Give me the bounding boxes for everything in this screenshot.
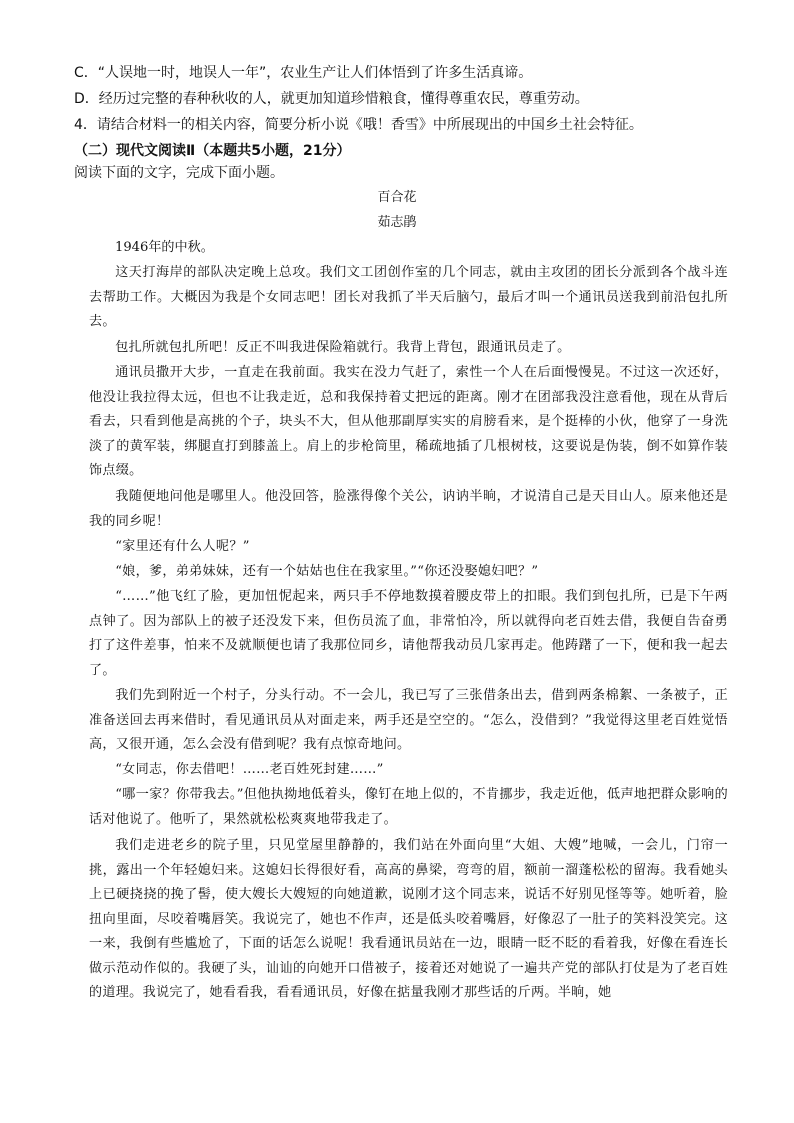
story-paragraph: 通讯员撒开大步，一直走在我前面。我实在没力气赶了，索性一个人在后面慢慢晃。不过这一次还好，他没让我拉得太远，但也不让我走近，总和我保持着丈把远的距离。刚才在团部我没注意看他，现在从背后看去，只看到他是高挑的个子，块头不大，但从他那副厚实实的肩膀看来，是个挺棒的小伙，他穿了一身洗淡了的黄军装，绑腿直打到膝盖上。肩上的步枪筒里，稀疏地插了几根树枝，这要说是伪装，倒不如算作装饰点缀。 [89, 365, 728, 478]
story-paragraph: “女同志，你去借吧！……老百姓死封建……” [115, 762, 384, 777]
story-paragraph: “哪一家？你带我去。”但他执拗地低着头，像钉在地上似的，不肯挪步，我走近他，低声地把群众影响的话对他说了。他听了，果然就松松爽爽地带我走了。 [89, 787, 728, 827]
option-d: D．经历过完整的春种秋收的人，就更加知道珍惜粮食，懂得尊重农民，尊重劳动。 [74, 91, 589, 107]
story-paragraph: “娘，爹，弟弟妹妹，还有一个姑姑也住在我家里。”“你还没娶媳妇吧？” [115, 564, 539, 579]
story-title: 百合花 [377, 190, 417, 205]
section-heading: （二）现代文阅读Ⅱ（本题共5小题，21分） [74, 143, 351, 159]
story-paragraph: 我们先到附近一个村子，分头行动。不一会儿，我已写了三张借条出去，借到两条棉絮、一条被子，正准备送回去再来借时，看见通讯员从对面走来，两手还是空空的。“怎么，没借到？”我觉得这里老百姓觉悟高，又很开通，怎么会没有借到呢？我有点惊奇地问。 [89, 688, 728, 752]
story-paragraph: 我们走进老乡的院子里，只见堂屋里静静的，我们站在外面向里“大姐、大嫂”地喊，一会儿，门帘一挑，露出一个年轻媳妇来。这媳妇长得很好看，高高的鼻梁，弯弯的眉，额前一溜蓬松松的留海。我看她头上已硬挠挠的挽了髻，使大嫂长大嫂短的向她道歉，说刚才这个同志来，说话不好别见怪等等。她听着，脸扭向里面，尽咬着嘴唇笑。我说完了，她也不作声，还是低头咬着嘴唇，好像忍了一肚子的笑料没笑完。这一来，我倒有些尴尬了，下面的话怎么说呢！我看通讯员站在一边，眼睛一眨不眨的看着我，好像在看连长做示范动作似的。我硬了头，讪讪的向她开口借被子，接着还对她说了一遍共产党的部队打仗是为了老百姓的道理。我说完了，她看看我，看看通讯员，好像在掂量我刚才那些话的斤两。半晌，她 [89, 838, 728, 1000]
story-paragraph: 包扎所就包扎所吧！反正不叫我进保险箱就行。我背上背包，跟通讯员走了。 [115, 340, 571, 355]
story-paragraph: 我随便地问他是哪里人。他没回答，脸涨得像个关公，讷讷半晌，才说清自己是天目山人。原来他还是我的同乡呢！ [89, 489, 728, 529]
story-paragraph: “家里还有什么人呢？” [115, 539, 250, 554]
story-paragraph-date: 1946年的中秋。 [115, 240, 214, 255]
story-paragraph: 这天打海岸的部队决定晚上总攻。我们文工团创作室的几个同志，就由主攻团的团长分派到各个战斗连去帮助工作。大概因为我是个女同志吧！团长对我抓了半天后脑勺，最后才叫一个通讯员送我到前沿包扎所去。 [89, 265, 728, 329]
section-instruction: 阅读下面的文字，完成下面小题。 [74, 165, 284, 181]
option-c: C．“人误地一时，地误人一年”，农业生产让人们体悟到了许多生活真谛。 [74, 65, 533, 81]
story-paragraph: “……”他飞红了脸，更加忸怩起来，两只手不停地数摸着腰皮带上的扣眼。我们到包扎所，已是下午两点钟了。因为部队上的被子还没发下来，但伤员流了血，非常怕冷，所以就得向老百姓去借，我便自告奋勇打了这件差事，怕来不及就顺便也请了我那位同乡，请他帮我动员几家再走。他踌躇了一下，便和我一起去了。 [89, 589, 728, 678]
story-author: 茹志鹃 [377, 215, 417, 230]
question-4: 4．请结合材料一的相关内容，简要分析小说《哦！香雪》中所展现出的中国乡土社会特征。 [74, 117, 643, 133]
